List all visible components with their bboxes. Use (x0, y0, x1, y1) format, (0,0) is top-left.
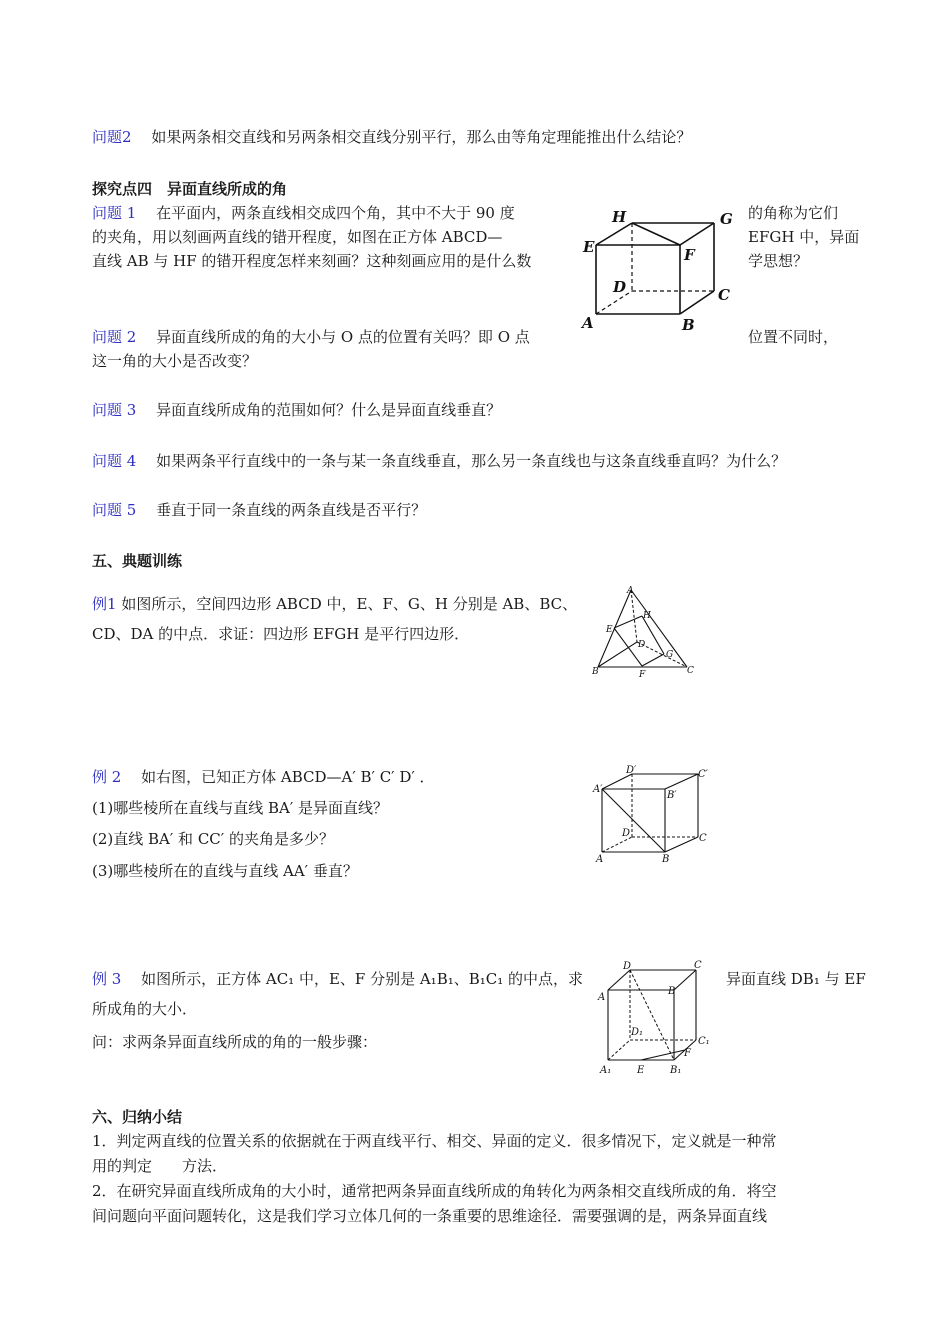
s4-q3-label: 问题 3 (92, 401, 137, 419)
label-b: B (682, 316, 695, 334)
s4-q1-label: 问题 1 (92, 204, 137, 222)
edge-bpcp (665, 774, 698, 789)
c3-label-c: C (694, 960, 702, 971)
section5-title: 五、典题训练 (92, 552, 183, 570)
ex2-text1: 如右图，已知正方体 ABCD—A′ B′ C′ D′ ． (141, 768, 435, 786)
c2-label-ap: A′ (593, 784, 603, 795)
ex3-line1 (92, 968, 583, 990)
label-d: D (613, 278, 627, 296)
t-label-a: A (627, 586, 634, 596)
ex3-line3: 问：求两条异面直线所成的角的一般步骤： (92, 1033, 378, 1051)
s4-q2-label: 问题 2 (92, 328, 137, 346)
c3-label-b1: B₁ (670, 1065, 682, 1076)
label-h: H (612, 208, 627, 226)
ex2-line3: (2)直线 BA′ 和 CC′ 的夹角是多少？ (92, 830, 334, 848)
s4-q1-line2-right: EFGH 中，异面 (748, 228, 860, 246)
line-db1 (630, 970, 674, 1060)
edge-eh (596, 223, 632, 245)
label-c: C (718, 286, 730, 304)
t-label-c: C (687, 666, 694, 676)
s6-p2-line2: 间问题向平面问题转化，这是我们学习立体几何的一条重要的思维途径．需要强调的是，两条异面直线 (92, 1207, 768, 1225)
t-label-e: E (606, 625, 613, 635)
edge-bc (665, 837, 698, 852)
edge-fg (680, 223, 714, 245)
s4-q4-text: 如果两条平行直线中的一条与某一条直线垂直，那么另一条直线也与这条直线垂直吗？为什么？ (156, 452, 787, 470)
edge-ad (608, 970, 630, 990)
c3-label-c1: C₁ (698, 1036, 710, 1047)
q2-top (92, 126, 691, 148)
s4-q3 (92, 399, 501, 421)
edge-bc (680, 291, 714, 314)
section4-title: 探究点四 异面直线所成的角 (92, 180, 288, 198)
label-e: E (583, 238, 595, 256)
s6-p2-line1: 2．在研究异面直线所成角的大小时，通常把两条异面直线所成的角转化为两条相交直线所成的角．将空 (92, 1182, 777, 1200)
s4-q5-text: 垂直于同一条直线的两条直线是否平行？ (156, 501, 427, 519)
s6-p1-line2: 用的判定 方法． (92, 1157, 228, 1175)
c3-label-b: B (668, 986, 676, 997)
c2-label-dp: D′ (626, 765, 637, 776)
line-eh (614, 616, 642, 628)
t-label-f: F (639, 670, 646, 679)
edge-ad (602, 837, 632, 852)
c3-label-f: F (684, 1048, 691, 1059)
line-fg (642, 654, 664, 666)
s4-q1-line3: 直线 AB 与 HF 的错开程度怎样来刻画？这种刻画应用的是什么数 (92, 252, 532, 270)
c2-label-b: B (662, 854, 670, 865)
s4-q1-line1 (92, 202, 515, 224)
ex2-line2: (1)哪些棱所在直线与直线 BA′ 是异面直线？ (92, 799, 389, 817)
edge-apdp (602, 774, 632, 789)
line-bap (602, 789, 665, 852)
t-label-d: D (638, 640, 646, 650)
label-g: G (720, 210, 733, 228)
label-a: A (582, 314, 594, 332)
s4-q1-line3-right: 学思想？ (748, 252, 809, 270)
c2-label-c: C (699, 833, 707, 844)
c2-label-a: A (596, 854, 604, 865)
ex1-text1: 如图所示，空间四边形 ABCD 中，E、F、G、H 分别是 AB、BC、 (121, 595, 578, 613)
c3-label-a: A (598, 992, 606, 1003)
t-label-g: G (666, 650, 674, 660)
c3-label-a1: A₁ (600, 1065, 612, 1076)
q2-top-label: 问题2 (92, 128, 132, 146)
s4-q2-text1: 异面直线所成的角的大小与 O 点的位置有关吗？即 O 点 (156, 328, 530, 346)
line-hg (642, 616, 664, 654)
c3-label-d1: D₁ (631, 1027, 644, 1038)
s4-q5 (92, 499, 426, 521)
t-label-h: H (643, 611, 651, 621)
edge-ac (631, 590, 687, 667)
s4-q3-text: 异面直线所成角的范围如何？什么是异面直线垂直？ (156, 401, 502, 419)
s4-q5-label: 问题 5 (92, 501, 137, 519)
section6-title: 六、归纳小结 (92, 1108, 183, 1126)
ex2-line4: (3)哪些棱所在的直线与直线 AA′ 垂直？ (92, 862, 358, 880)
s4-q1-text1: 在平面内，两条直线相交成四个角，其中不大于 90 度 (156, 204, 515, 222)
cube-ac1-figure (596, 958, 718, 1078)
c2-label-d: D (622, 828, 631, 839)
ex1-label: 例1 (92, 595, 117, 613)
ex3-text1: 如图所示，正方体 AC₁ 中，E、F 分别是 A₁B₁、B₁C₁ 的中点，求 (141, 970, 584, 988)
s4-q4 (92, 450, 786, 472)
s4-q2-line2: 这一角的大小是否改变？ (92, 352, 258, 370)
c2-label-cp: C′ (698, 769, 708, 780)
ex3-line1-right: 异面直线 DB₁ 与 EF (726, 970, 866, 988)
ex2-label: 例 2 (92, 768, 122, 786)
s4-q1-line2: 的夹角，用以刻画两直线的错开程度，如图在正方体 ABCD— (92, 228, 503, 246)
ex3-line2: 所成角的大小． (92, 1000, 198, 1018)
line-ef (641, 1050, 685, 1060)
s4-q2-line1 (92, 326, 530, 348)
edge-a1d1 (608, 1040, 630, 1060)
edge-bc (674, 970, 696, 990)
label-f: F (684, 246, 695, 264)
cube-prime-figure (592, 764, 717, 868)
s4-q1-line1-right: 的角称为它们 (748, 204, 839, 222)
q2-top-text: 如果两条相交直线和另两条相交直线分别平行，那么由等角定理能推出什么结论？ (151, 128, 692, 146)
c2-label-bp: B′ (667, 790, 677, 801)
s4-q2-line1-right: 位置不同时， (748, 328, 839, 346)
c3-label-e: E (637, 1065, 645, 1076)
s6-p1-line1: 1．判定两直线的位置关系的依据就在于两直线平行、相交、异面的定义．很多情况下，定义就是一种常 (92, 1132, 777, 1150)
ex3-label: 例 3 (92, 970, 122, 988)
tetrahedron-figure (590, 584, 700, 679)
ex1-line1 (92, 593, 577, 615)
cube-efgh-figure (580, 200, 740, 340)
t-label-b: B (592, 667, 599, 677)
c3-label-d: D (623, 961, 632, 972)
ex2-line1 (92, 766, 435, 788)
s4-q4-label: 问题 4 (92, 452, 137, 470)
line-hf (632, 223, 680, 245)
ex1-line2: CD、DA 的中点．求证：四边形 EFGH 是平行四边形． (92, 625, 470, 643)
